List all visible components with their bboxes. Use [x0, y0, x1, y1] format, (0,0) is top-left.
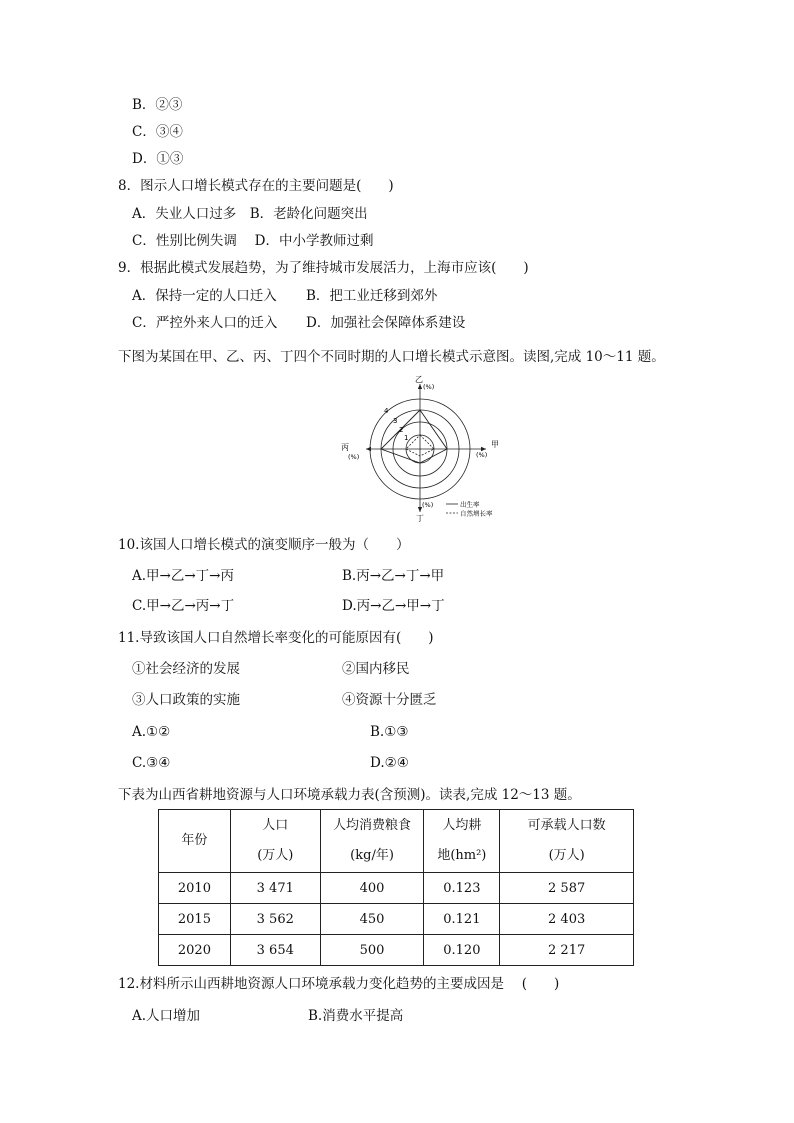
unit-top: (%): [423, 383, 435, 391]
table-cell: 0.121: [424, 904, 500, 935]
q10-option-b: B.丙→乙→丁→甲: [342, 568, 445, 584]
q7-option-c: C．③④: [132, 124, 183, 140]
q11-item-4: ④资源十分匮乏: [342, 692, 437, 708]
carrying-capacity-table: [158, 809, 634, 966]
table-cell: 3 562: [230, 904, 320, 935]
table-cell: 2 403: [500, 904, 634, 935]
table-header-row: [159, 810, 634, 873]
arrow-up-icon: [418, 384, 422, 389]
q11-item-1: ①社会经济的发展: [132, 661, 240, 677]
q9-option-d: D．加强社会保障体系建设: [306, 315, 466, 331]
table-header-population: 人口 (万人): [230, 810, 320, 873]
q12-stem: 12.材料所示山西耕地资源人口环境承载力变化趋势的主要成因是 ( ): [118, 976, 560, 992]
table-cell: 3 654: [230, 935, 320, 966]
table-header-farmland: 人均耕 地(hm²): [424, 810, 500, 873]
q7-option-b: B．②③: [132, 97, 183, 113]
q12-option-a: A.人口增加: [132, 1008, 201, 1024]
unit-bottom: (%): [422, 501, 434, 509]
q10-stem: 10.该国人口增长模式的演变顺序一般为（ ）: [118, 537, 410, 553]
axis-label-left: 丙: [341, 443, 349, 452]
population-growth-diagram: [336, 372, 516, 524]
table-cell: 3 471: [230, 873, 320, 904]
axis-label-top: 乙: [415, 375, 423, 384]
table-cell: 2015: [159, 904, 231, 935]
table-cell: 2 587: [500, 873, 634, 904]
intro-10-11: 下图为某国在甲、乙、丙、丁四个不同时期的人口增长模式示意图。读图,完成 10～11 题。: [118, 349, 665, 365]
q11-option-b: B.①③: [370, 724, 409, 740]
q8-stem: 8．图示人口增长模式存在的主要问题是( ): [118, 178, 394, 194]
q9-stem: 9．根据此模式发展趋势，为了维持城市发展活力，上海市应该( ): [118, 260, 529, 276]
ring-label-1: 1: [404, 434, 409, 442]
table-cell: 0.120: [424, 935, 500, 966]
ring-label-4: 4: [384, 407, 389, 415]
table-cell: 0.123: [424, 873, 500, 904]
table-row: [159, 935, 634, 966]
q9-option-c: C．严控外来人口的迁入: [132, 315, 278, 331]
ring-label-2: 2: [399, 426, 404, 434]
unit-left: (%): [348, 453, 360, 461]
table-header-year: 年份: [159, 810, 231, 873]
q10-option-d: D.丙→乙→甲→丁: [342, 598, 445, 614]
q11-option-a: A.①②: [132, 724, 171, 740]
q8-options-ab: A．失业人口过多 B．老龄化问题突出: [132, 206, 368, 222]
legend-natural-growth: 自然增长率: [460, 509, 493, 518]
q9-option-a: A．保持一定的人口迁入: [132, 288, 277, 304]
q11-option-c: C.③④: [132, 755, 171, 771]
q11-item-3: ③人口政策的实施: [132, 692, 240, 708]
table-row: [159, 904, 634, 935]
table-row: [159, 873, 634, 904]
table-cell: 500: [320, 935, 424, 966]
axis-label-right: 甲: [491, 440, 499, 449]
table-cell: 2 217: [500, 935, 634, 966]
table-header-capacity: 可承载人口数 (万人): [500, 810, 634, 873]
table-cell: 400: [320, 873, 424, 904]
q10-option-c: C.甲→乙→丙→丁: [132, 598, 235, 614]
table-cell: 450: [320, 904, 424, 935]
q11-option-d: D.②④: [370, 755, 409, 771]
ring-label-3: 3: [393, 417, 398, 425]
diagram-svg: [336, 372, 516, 524]
table-cell: 2020: [159, 935, 231, 966]
intro-12-13: 下表为山西省耕地资源与人口环境承载力表(含预测)。读表,完成 12～13 题。: [118, 787, 581, 803]
q10-option-a: A.甲→乙→丁→丙: [132, 568, 234, 584]
q11-item-2: ②国内移民: [342, 661, 410, 677]
q11-stem: 11.导致该国人口自然增长率变化的可能原因有( ): [118, 630, 434, 646]
table-cell: 2010: [159, 873, 231, 904]
axis-label-bottom: 丁: [416, 514, 424, 523]
legend-birth-rate: 出生率: [460, 500, 480, 509]
q8-options-cd: C．性别比例失调 D．中小学教师过剩: [132, 233, 374, 249]
unit-right: (%): [476, 451, 488, 459]
table-header-grain: 人均消费粮食 (kg/年): [320, 810, 424, 873]
q12-option-b: B.消费水平提高: [308, 1008, 404, 1024]
q9-option-b: B．把工业迁移到郊外: [306, 288, 438, 304]
q7-option-d: D．①③: [132, 151, 184, 167]
